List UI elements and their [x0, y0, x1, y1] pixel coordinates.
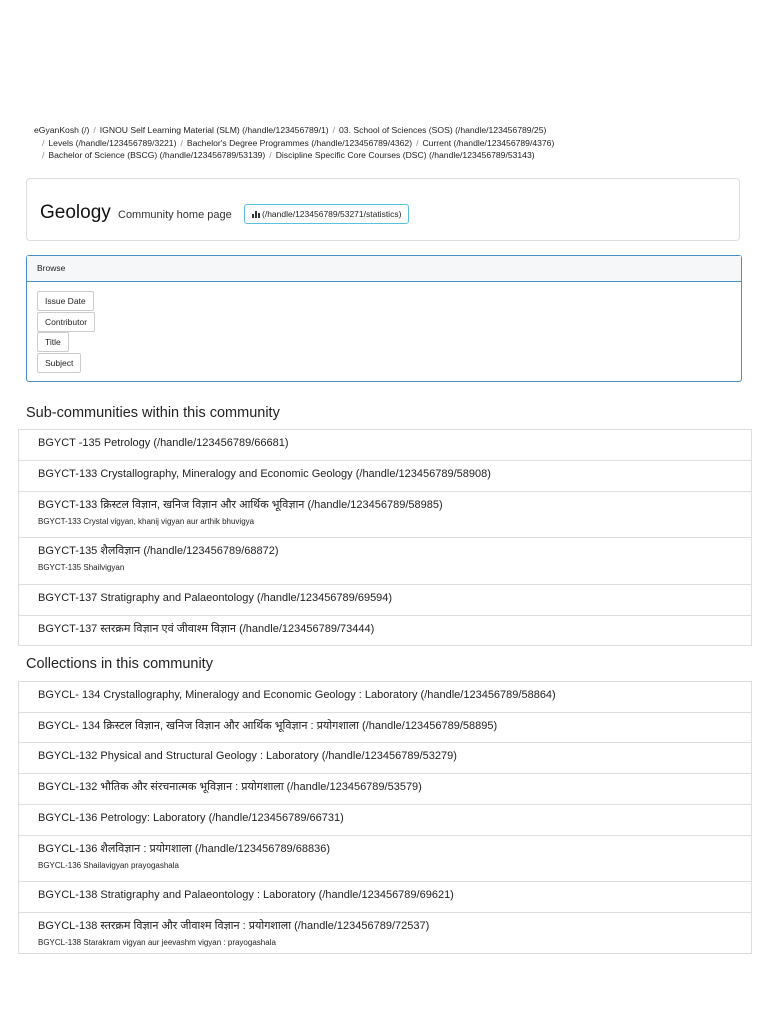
browse-issue-date-button[interactable]: Issue Date	[37, 291, 94, 311]
browse-heading: Browse	[27, 256, 741, 282]
list-item-title[interactable]: BGYCT-133 क्रिस्टल विज्ञान, खनिज विज्ञान और आर्थिक भूविज्ञान (/handle/123456789/58985)	[38, 499, 443, 511]
list-item-title[interactable]: BGYCL-132 Physical and Structural Geology : Laboratory (/handle/123456789/53279)	[38, 750, 457, 762]
list-item[interactable]	[18, 835, 752, 881]
breadcrumb-separator: /	[42, 150, 45, 160]
list-item-description: BGYCL-136 Shailavigyan prayogashala	[38, 861, 179, 870]
statistics-button[interactable]	[244, 204, 409, 224]
list-item-title[interactable]: BGYCL- 134 क्रिस्टल विज्ञान, खनिज विज्ञान और आर्थिक भूविज्ञान : प्रयोगशाला (/handle/123456789/58895)	[38, 720, 498, 732]
community-header	[26, 178, 740, 241]
list-item-title[interactable]: BGYCL-138 स्तरक्रम विज्ञान और जीवाश्म विज्ञान : प्रयोगशाला (/handle/123456789/72537)	[38, 920, 430, 932]
breadcrumb-separator: /	[93, 125, 96, 135]
list-item-title[interactable]: BGYCL-136 Petrology: Laboratory (/handle/123456789/66731)	[38, 812, 344, 824]
breadcrumb-link-bachelors[interactable]: Bachelor's Degree Programmes (/handle/123456789/4362)	[186, 137, 413, 148]
list-item-title[interactable]: BGYCL-132 भौतिक और संरचनात्मक भूविज्ञान : प्रयोगशाला (/handle/123456789/53579)	[38, 781, 422, 793]
list-item-title[interactable]: BGYCT-137 स्तरक्रम विज्ञान एवं जीवाश्म विज्ञान (/handle/123456789/73444)	[38, 623, 375, 635]
breadcrumb-separator: /	[42, 137, 45, 148]
breadcrumb-separator: /	[332, 125, 335, 135]
breadcrumb-link-school-of-sciences[interactable]: 03. School of Sciences (SOS) (/handle/123456789/25)	[339, 125, 547, 135]
list-item-description: BGYCT-133 Crystal vigyan, khanij vigyan aur arthik bhuvigya	[38, 517, 255, 526]
browse-panel	[26, 255, 742, 382]
breadcrumb-separator: /	[269, 150, 272, 160]
breadcrumb-link-current[interactable]: Current (/handle/123456789/4376)	[422, 137, 555, 148]
list-item-title[interactable]: BGYCT-133 Crystallography, Mineralogy and Economic Geology (/handle/123456789/58908)	[38, 468, 491, 480]
breadcrumb-link-bscg[interactable]: Bachelor of Science (BSCG) (/handle/123456789/53139)	[48, 150, 266, 160]
list-item[interactable]	[18, 537, 752, 584]
bar-chart-icon	[252, 210, 260, 218]
list-item[interactable]	[18, 615, 752, 646]
list-item-title[interactable]: BGYCL-136 शैलविज्ञान : प्रयोगशाला (/handle/123456789/68836)	[38, 843, 330, 855]
list-item[interactable]	[18, 584, 752, 615]
list-item[interactable]	[18, 681, 752, 712]
breadcrumb-separator: /	[416, 137, 419, 148]
list-item[interactable]	[18, 912, 752, 954]
subcommunity-list	[18, 429, 752, 646]
browse-contributor-button[interactable]: Contributor	[37, 312, 95, 332]
list-item[interactable]	[18, 804, 752, 835]
breadcrumb-link-egyankosh[interactable]: eGyanKosh (/)	[34, 125, 90, 135]
page-title: Geology	[40, 202, 111, 223]
collections-heading: Collections in this community	[26, 656, 213, 672]
list-item-title[interactable]: BGYCL-138 Stratigraphy and Palaeontology : Laboratory (/handle/123456789/69621)	[38, 889, 454, 901]
statistics-link-text: (/handle/123456789/53271/statistics)	[262, 209, 402, 219]
breadcrumb-link-slm[interactable]: IGNOU Self Learning Material (SLM) (/handle/123456789/1)	[99, 125, 329, 135]
subcommunities-heading: Sub-communities within this community	[26, 405, 280, 421]
list-item-title[interactable]: BGYCT -135 Petrology (/handle/123456789/66681)	[38, 437, 289, 449]
breadcrumb-link-levels[interactable]: Levels (/handle/123456789/3221)	[48, 137, 177, 148]
breadcrumb-link-dsc[interactable]: Discipline Specific Core Courses (DSC) (/handle/123456789/53143)	[275, 150, 535, 160]
browse-title-button[interactable]: Title	[37, 332, 69, 352]
list-item-title[interactable]: BGYCL- 134 Crystallography, Mineralogy and Economic Geology : Laboratory (/handle/123456789/58864)	[38, 689, 556, 701]
list-item-description: BGYCT-135 Shailvigyan	[38, 563, 125, 572]
list-item[interactable]	[18, 712, 752, 742]
breadcrumb-separator: /	[180, 137, 183, 148]
page-subtitle: Community home page	[118, 209, 232, 221]
list-item[interactable]	[18, 773, 752, 804]
list-item-title[interactable]: BGYCT-137 Stratigraphy and Palaeontology (/handle/123456789/69594)	[38, 592, 393, 604]
list-item[interactable]	[18, 429, 752, 460]
list-item-description: BGYCL-138 Starakram vigyan aur jeevashm vigyan : prayogashala	[38, 938, 276, 947]
list-item[interactable]	[18, 881, 752, 912]
breadcrumb	[34, 124, 734, 162]
collection-list	[18, 681, 752, 954]
list-item-title[interactable]: BGYCT-135 शैलविज्ञान (/handle/123456789/68872)	[38, 545, 279, 557]
list-item[interactable]	[18, 742, 752, 773]
browse-subject-button[interactable]: Subject	[37, 353, 81, 373]
list-item[interactable]	[18, 460, 752, 491]
list-item[interactable]	[18, 491, 752, 537]
